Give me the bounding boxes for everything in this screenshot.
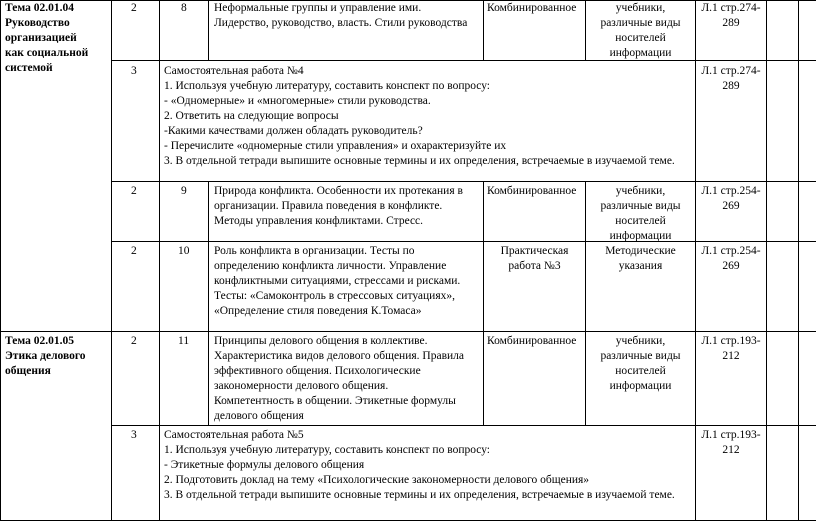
form-cell: Комбинированное xyxy=(487,185,577,197)
literature-cell: Л.1 стр.254- 269 xyxy=(701,245,761,272)
content-cell: Принципы делового общения в коллективе. Характеристика видов делового общения. Правила эффективного общения. Психологические закономерности делового общения. Компетентность в общении. Этикетные формулы делового общения xyxy=(214,335,464,422)
row-divider xyxy=(111,241,816,242)
topic-title: Тема 02.01.04 Руководство организацией как социальной системой xyxy=(5,2,89,74)
column-divider xyxy=(208,181,209,332)
lesson-number-cell: 8 xyxy=(181,2,187,14)
lesson-type-cell: 3 xyxy=(131,65,137,77)
topic-title: Тема 02.01.05 Этика делового общения xyxy=(5,335,86,377)
literature-cell: Л.1 стр.274- 289 xyxy=(701,2,761,29)
row-divider xyxy=(111,181,816,182)
literature-cell: Л.1 стр.193- 212 xyxy=(701,335,761,362)
column-divider xyxy=(798,0,799,521)
content-cell: Роль конфликта в организации. Тесты по определению конфликта личности. Управление конфликтными ситуациями, стрессами и рисками. Тесты: «Самоконтроль в стрессовых ситуациях», «Определение стиля поведения К.Томаса» xyxy=(214,245,461,317)
table-border-left xyxy=(0,0,1,521)
row-divider xyxy=(0,331,816,332)
lesson-type-cell: 2 xyxy=(131,335,137,347)
resources-cell: Методические указания xyxy=(605,245,676,272)
form-cell: Комбинированное xyxy=(487,335,577,347)
row-divider xyxy=(111,425,816,426)
table-border-bottom xyxy=(0,520,816,521)
lesson-number-cell: 9 xyxy=(181,185,187,197)
content-cell: Природа конфликта. Особенности их протекания в организации. Правила поведения в конфликте. Методы управления конфликтами. Стресс. xyxy=(214,185,463,227)
form-cell: Комбинированное xyxy=(487,2,577,14)
literature-cell: Л.1 стр.254- 269 xyxy=(701,185,761,212)
literature-cell: Л.1 стр.193- 212 xyxy=(701,429,761,456)
form-cell: Практическая работа №3 xyxy=(500,245,569,272)
resources-cell: учебники, различные виды носителей информации xyxy=(600,2,681,59)
column-divider xyxy=(208,0,209,61)
lesson-number-cell: 10 xyxy=(178,245,190,257)
column-divider xyxy=(483,331,484,426)
resources-cell: учебники, различные виды носителей информации xyxy=(600,335,681,392)
column-divider xyxy=(766,0,767,521)
literature-cell: Л.1 стр.274- 289 xyxy=(701,65,761,92)
row-divider xyxy=(111,60,816,61)
column-divider xyxy=(208,331,209,426)
column-divider xyxy=(159,0,160,521)
lesson-type-cell: 2 xyxy=(131,185,137,197)
lesson-type-cell: 3 xyxy=(131,429,137,441)
resources-cell: учебники, различные виды носителей информации xyxy=(600,185,681,242)
self-study-content: Самостоятельная работа №4 1. Используя учебную литературу, составить конспект по вопросу: - «Одномерные» и «многомерные» стили руководства. 2. Ответить на следующие вопросы -Какими качествами должен обладать руководитель? - Перечислите «одномерные стили управления» и охарактеризуйте их 3. В отдельной тетради выпишите основные термины и их определения, встречаемые в изучаемой теме. xyxy=(164,65,675,167)
lesson-type-cell: 2 xyxy=(131,2,137,14)
lesson-type-cell: 2 xyxy=(131,245,137,257)
column-divider xyxy=(111,0,112,521)
column-divider xyxy=(483,0,484,61)
content-cell: Неформальные группы и управление ими. Лидерство, руководство, власть. Стили руководства xyxy=(214,2,468,29)
lesson-number-cell: 11 xyxy=(178,335,190,347)
self-study-content: Самостоятельная работа №5 1. Используя учебную литературу, составить конспект по вопросу: - Этикетные формулы делового общения 2. Подготовить доклад на тему «Психологические закономерности делового общения» 3. В отдельной тетради выпишите основные термины и их определения, встречаемые в изучаемой теме. xyxy=(164,429,675,501)
